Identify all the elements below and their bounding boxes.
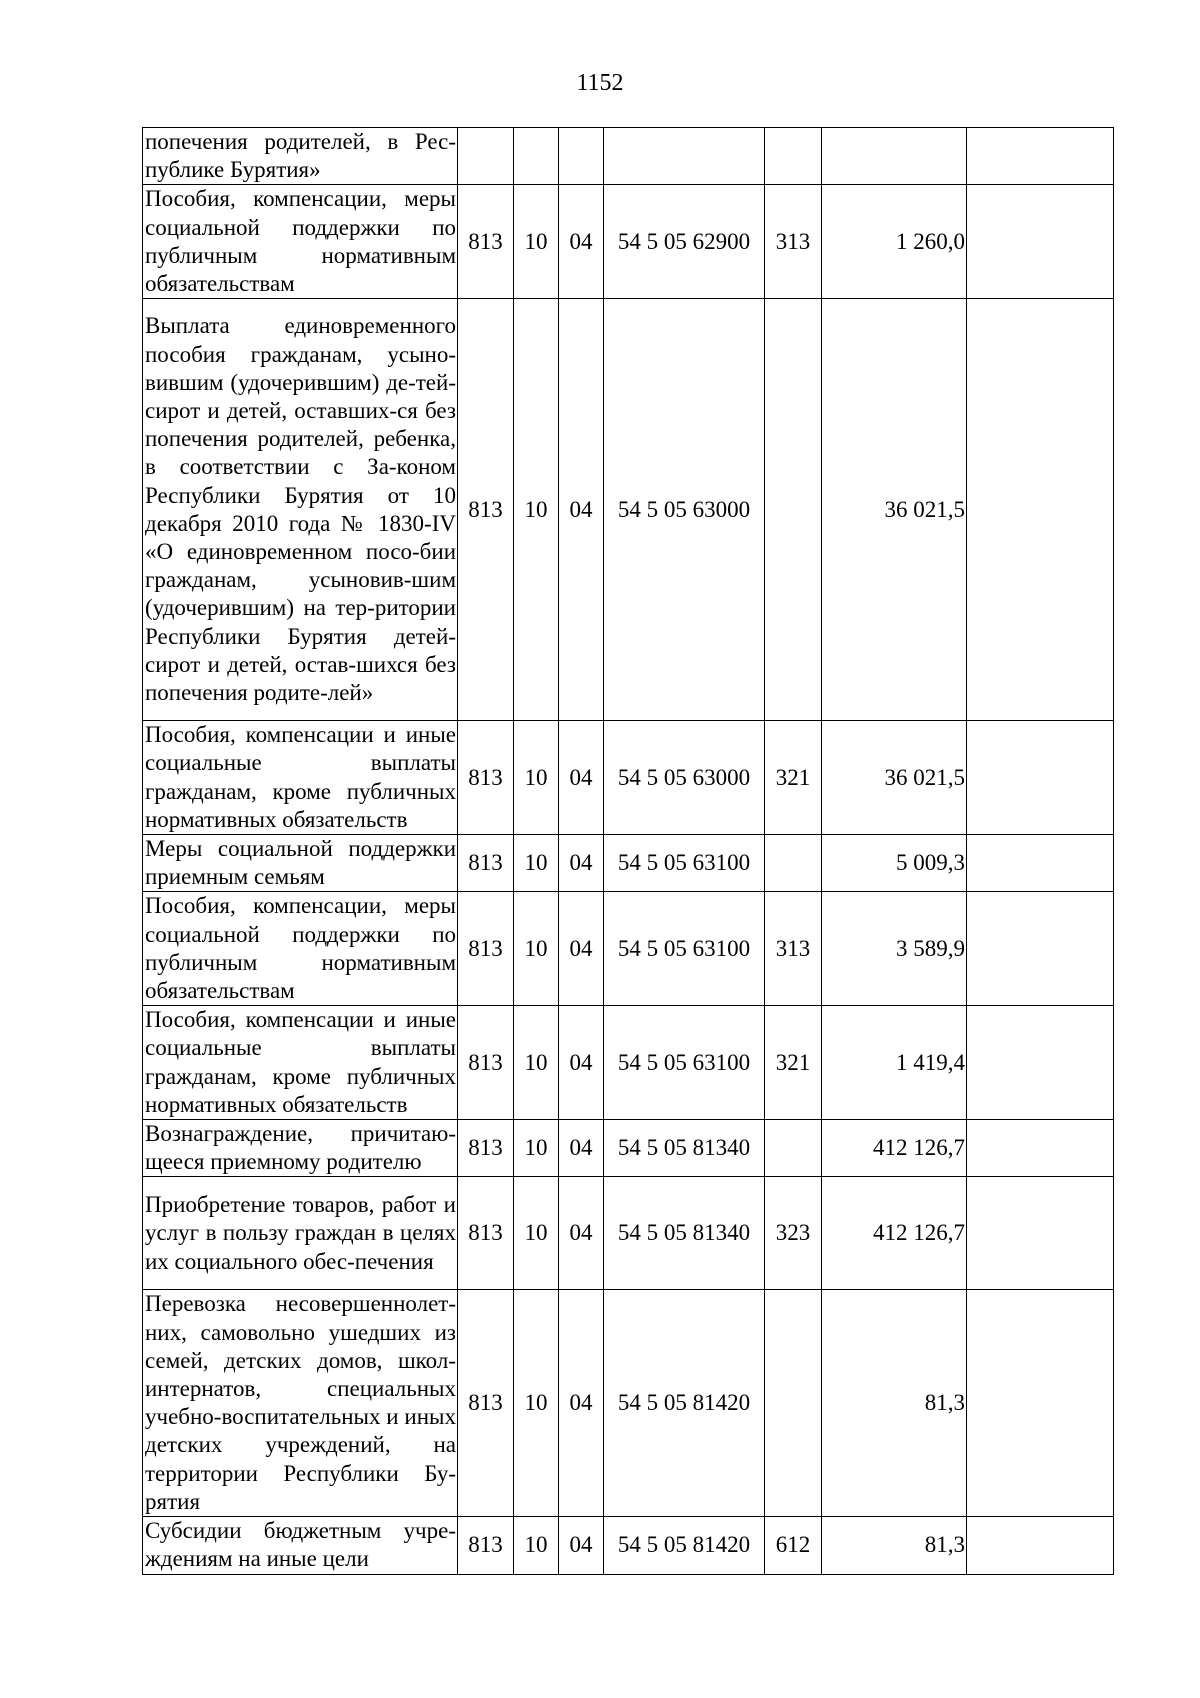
expense-type-cell [765, 1290, 822, 1517]
extra-cell [967, 1517, 1114, 1574]
subsection-code-cell: 04 [559, 299, 604, 721]
subsection-code-cell: 04 [559, 1517, 604, 1574]
extra-cell [967, 835, 1114, 892]
section-code-cell: 10 [514, 892, 559, 1006]
extra-cell [967, 128, 1114, 185]
item-name-cell: Приобретение товаров, работ и услуг в пользу граждан в целях их социального обес-печения [143, 1177, 458, 1290]
item-name-cell: Пособия, компенсации, меры социальной поддержки по публичным нормативным обязательствам [143, 185, 458, 299]
ministry-code-cell: 813 [458, 1006, 514, 1120]
target-article-cell: 54 5 05 81340 [604, 1177, 765, 1290]
ministry-code-cell: 813 [458, 1120, 514, 1177]
ministry-code-cell: 813 [458, 835, 514, 892]
expense-type-cell: 313 [765, 185, 822, 299]
expense-type-cell [765, 835, 822, 892]
extra-cell [967, 185, 1114, 299]
ministry-code-cell [458, 128, 514, 185]
section-code-cell: 10 [514, 721, 559, 835]
section-code-cell: 10 [514, 1177, 559, 1290]
target-article-cell: 54 5 05 63000 [604, 299, 765, 721]
target-article-cell: 54 5 05 81420 [604, 1290, 765, 1517]
section-code-cell: 10 [514, 299, 559, 721]
table-row [143, 721, 1114, 835]
amount-cell: 412 126,7 [822, 1120, 967, 1177]
amount-cell: 81,3 [822, 1290, 967, 1517]
extra-cell [967, 1290, 1114, 1517]
table-row [143, 128, 1114, 185]
subsection-code-cell: 04 [559, 835, 604, 892]
extra-cell [967, 721, 1114, 835]
extra-cell [967, 299, 1114, 721]
section-code-cell: 10 [514, 835, 559, 892]
item-name-cell: Выплата единовременного пособия гражданам, усыно-вившим (удочерившим) де-тей-сирот и детей, оставших-ся без попечения родителей, ребенка, в соответствии с За-коном Республики Бурятия от 10 декабря 2010 года № 1830-IV «О единовременном посо-бии гражданам, усыновив-шим (удочерившим) на тер-ритории Республики Бурятия детей-сирот и детей, остав-шихся без попечения родите-лей» [143, 299, 458, 721]
expense-type-cell: 321 [765, 1006, 822, 1120]
item-name-cell: Пособия, компенсации и иные социальные выплаты гражданам, кроме публичных нормативных обязательств [143, 1006, 458, 1120]
ministry-code-cell: 813 [458, 1290, 514, 1517]
amount-cell: 36 021,5 [822, 299, 967, 721]
table-body [143, 128, 1114, 1575]
ministry-code-cell: 813 [458, 299, 514, 721]
amount-cell: 81,3 [822, 1517, 967, 1574]
target-article-cell: 54 5 05 63000 [604, 721, 765, 835]
subsection-code-cell: 04 [559, 1177, 604, 1290]
expense-type-cell: 313 [765, 892, 822, 1006]
table-row [143, 892, 1114, 1006]
ministry-code-cell: 813 [458, 892, 514, 1006]
item-name-cell: Пособия, компенсации и иные социальные выплаты гражданам, кроме публичных нормативных обязательств [143, 721, 458, 835]
amount-cell: 1 419,4 [822, 1006, 967, 1120]
subsection-code-cell: 04 [559, 721, 604, 835]
amount-cell: 1 260,0 [822, 185, 967, 299]
item-name-cell: Субсидии бюджетным учре-ждениям на иные цели [143, 1517, 458, 1574]
item-name-cell: Меры социальной поддержки приемным семьям [143, 835, 458, 892]
section-code-cell: 10 [514, 185, 559, 299]
subsection-code-cell: 04 [559, 892, 604, 1006]
table-row [143, 835, 1114, 892]
amount-cell: 3 589,9 [822, 892, 967, 1006]
subsection-code-cell: 04 [559, 1120, 604, 1177]
expense-type-cell [765, 299, 822, 721]
ministry-code-cell: 813 [458, 1517, 514, 1574]
expense-type-cell: 612 [765, 1517, 822, 1574]
item-name-cell: Пособия, компенсации, меры социальной поддержки по публичным нормативным обязательствам [143, 892, 458, 1006]
extra-cell [967, 1120, 1114, 1177]
target-article-cell: 54 5 05 81340 [604, 1120, 765, 1177]
subsection-code-cell [559, 128, 604, 185]
table-row [143, 1120, 1114, 1177]
table-row [143, 299, 1114, 721]
ministry-code-cell: 813 [458, 185, 514, 299]
item-name-cell: попечения родителей, в Рес-публике Бурятия» [143, 128, 458, 185]
table-row [143, 1006, 1114, 1120]
budget-table [142, 127, 1114, 1575]
section-code-cell: 10 [514, 1120, 559, 1177]
subsection-code-cell: 04 [559, 185, 604, 299]
item-name-cell: Перевозка несовершеннолет-них, самовольно ушедших из семей, детских домов, школ-интернатов, специальных учебно-воспитательных и иных детских учреждений, на территории Республики Бу-рятия [143, 1290, 458, 1517]
subsection-code-cell: 04 [559, 1006, 604, 1120]
target-article-cell [604, 128, 765, 185]
table-row [143, 185, 1114, 299]
table-row [143, 1517, 1114, 1574]
target-article-cell: 54 5 05 63100 [604, 1006, 765, 1120]
section-code-cell: 10 [514, 1006, 559, 1120]
target-article-cell: 54 5 05 81420 [604, 1517, 765, 1574]
ministry-code-cell: 813 [458, 1177, 514, 1290]
amount-cell [822, 128, 967, 185]
page-number: 1152 [576, 70, 624, 96]
item-name-cell: Вознаграждение, причитаю-щееся приемному родителю [143, 1120, 458, 1177]
target-article-cell: 54 5 05 63100 [604, 892, 765, 1006]
extra-cell [967, 892, 1114, 1006]
subsection-code-cell: 04 [559, 1290, 604, 1517]
extra-cell [967, 1177, 1114, 1290]
section-code-cell: 10 [514, 1517, 559, 1574]
expense-type-cell [765, 1120, 822, 1177]
table-row [143, 1290, 1114, 1517]
expense-type-cell: 323 [765, 1177, 822, 1290]
section-code-cell: 10 [514, 1290, 559, 1517]
expense-type-cell: 321 [765, 721, 822, 835]
section-code-cell [514, 128, 559, 185]
amount-cell: 412 126,7 [822, 1177, 967, 1290]
ministry-code-cell: 813 [458, 721, 514, 835]
amount-cell: 5 009,3 [822, 835, 967, 892]
extra-cell [967, 1006, 1114, 1120]
target-article-cell: 54 5 05 63100 [604, 835, 765, 892]
target-article-cell: 54 5 05 62900 [604, 185, 765, 299]
amount-cell: 36 021,5 [822, 721, 967, 835]
expense-type-cell [765, 128, 822, 185]
table-row [143, 1177, 1114, 1290]
